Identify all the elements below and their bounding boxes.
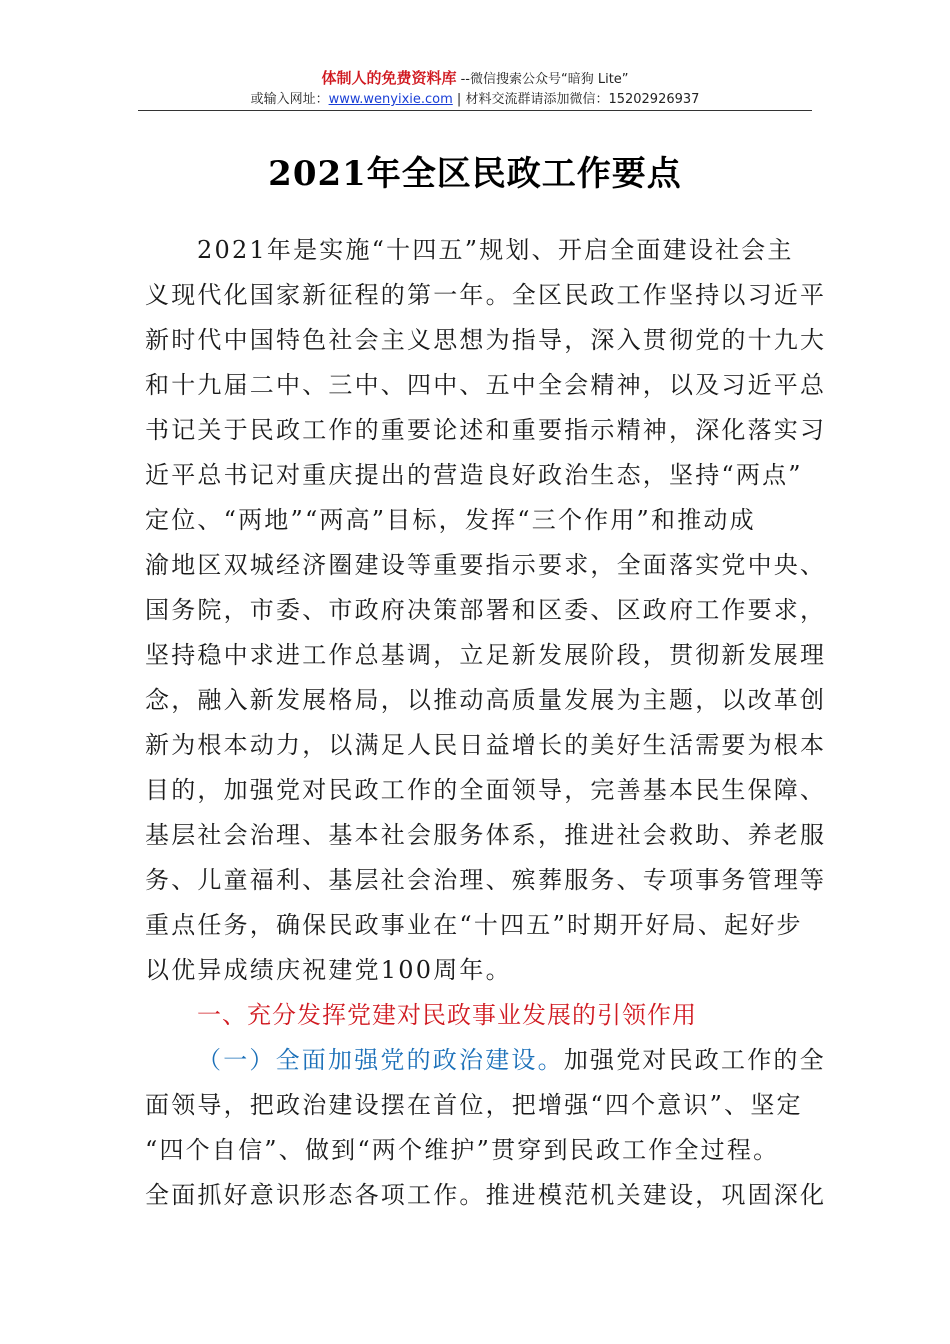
paragraph-line: 基层社会治理、基本社会服务体系，推进社会救助、养老服 [145, 821, 827, 849]
subsection-text: 加强党对民政工作的全 [563, 1046, 826, 1074]
header-divider [138, 110, 812, 111]
paragraph-line: 新时代中国特色社会主义思想为指导，深入贯彻党的十九大 [145, 326, 827, 354]
document-title: 2021年全区民政工作要点 [268, 154, 682, 194]
paragraph-line: 目的，加强党对民政工作的全面领导，完善基本民生保障、 [145, 776, 827, 804]
paragraph-line: 2021年是实施“十四五”规划、开启全面建设社会主 [197, 236, 794, 264]
paragraph-line: 重点任务，确保民政事业在“十四五”时期开好局、起好步 [145, 911, 803, 939]
header-contact-line [138, 90, 812, 110]
subsection-title: （一）全面加强党的政治建设。 [197, 1046, 564, 1074]
page-header [138, 68, 812, 110]
header-url-prefix: 或输入网址： [250, 92, 329, 107]
subsection-first-line [145, 1038, 826, 1083]
paragraph-line: 以优异成绩庆祝建党100周年。 [145, 956, 512, 984]
paragraph-line: 定位、“两地”“两高”目标，发挥“三个作用”和推动成 [145, 506, 756, 534]
paragraph-line: 全面抓好意识形态各项工作。推进模范机关建设，巩固深化 [145, 1181, 827, 1209]
paragraph-line: “四个自信”、做到“两个维护”贯穿到民政工作全过程。 [145, 1136, 780, 1164]
header-url-link[interactable]: www.wenyixie.com [328, 92, 453, 107]
paragraph-line: 念，融入新发展格局，以推动高质量发展为主题，以改革创 [145, 686, 827, 714]
paragraph-line: 和十九届二中、三中、四中、五中全会精神，以及习近平总 [145, 371, 827, 399]
paragraph-line: 近平总书记对重庆提出的营造良好政治生态，坚持“两点” [145, 461, 803, 489]
section-heading-1: 一、充分发挥党建对民政事业发展的引领作用 [197, 1001, 697, 1029]
header-promo-line [138, 68, 812, 90]
paragraph-line: 面领导，把政治建设摆在首位，把增强“四个意识”、坚定 [145, 1091, 803, 1119]
paragraph-line: 书记关于民政工作的重要论述和重要指示精神，深化落实习 [145, 416, 827, 444]
document-body [145, 228, 827, 1218]
header-brand: 体制人的免费资料库 [321, 69, 457, 87]
paragraph-line: 渝地区双城经济圈建设等重要指示要求，全面落实党中央、 [145, 551, 827, 579]
header-wechat-info: | 材料交流群请添加微信：15202926937 [452, 92, 700, 107]
paragraph-line: 务、儿童福利、基层社会治理、殡葬服务、专项事务管理等 [145, 866, 827, 894]
paragraph-line: 国务院，市委、市政府决策部署和区委、区政府工作要求， [145, 596, 827, 624]
paragraph-line: 义现代化国家新征程的第一年。全区民政工作坚持以习近平 [145, 281, 827, 309]
paragraph-line: 坚持稳中求进工作总基调，立足新发展阶段，贯彻新发展理 [145, 641, 827, 669]
header-slogan: --微信搜索公众号“暗狗 Lite” [456, 72, 629, 87]
paragraph-line: 新为根本动力，以满足人民日益增长的美好生活需要为根本 [145, 731, 827, 759]
